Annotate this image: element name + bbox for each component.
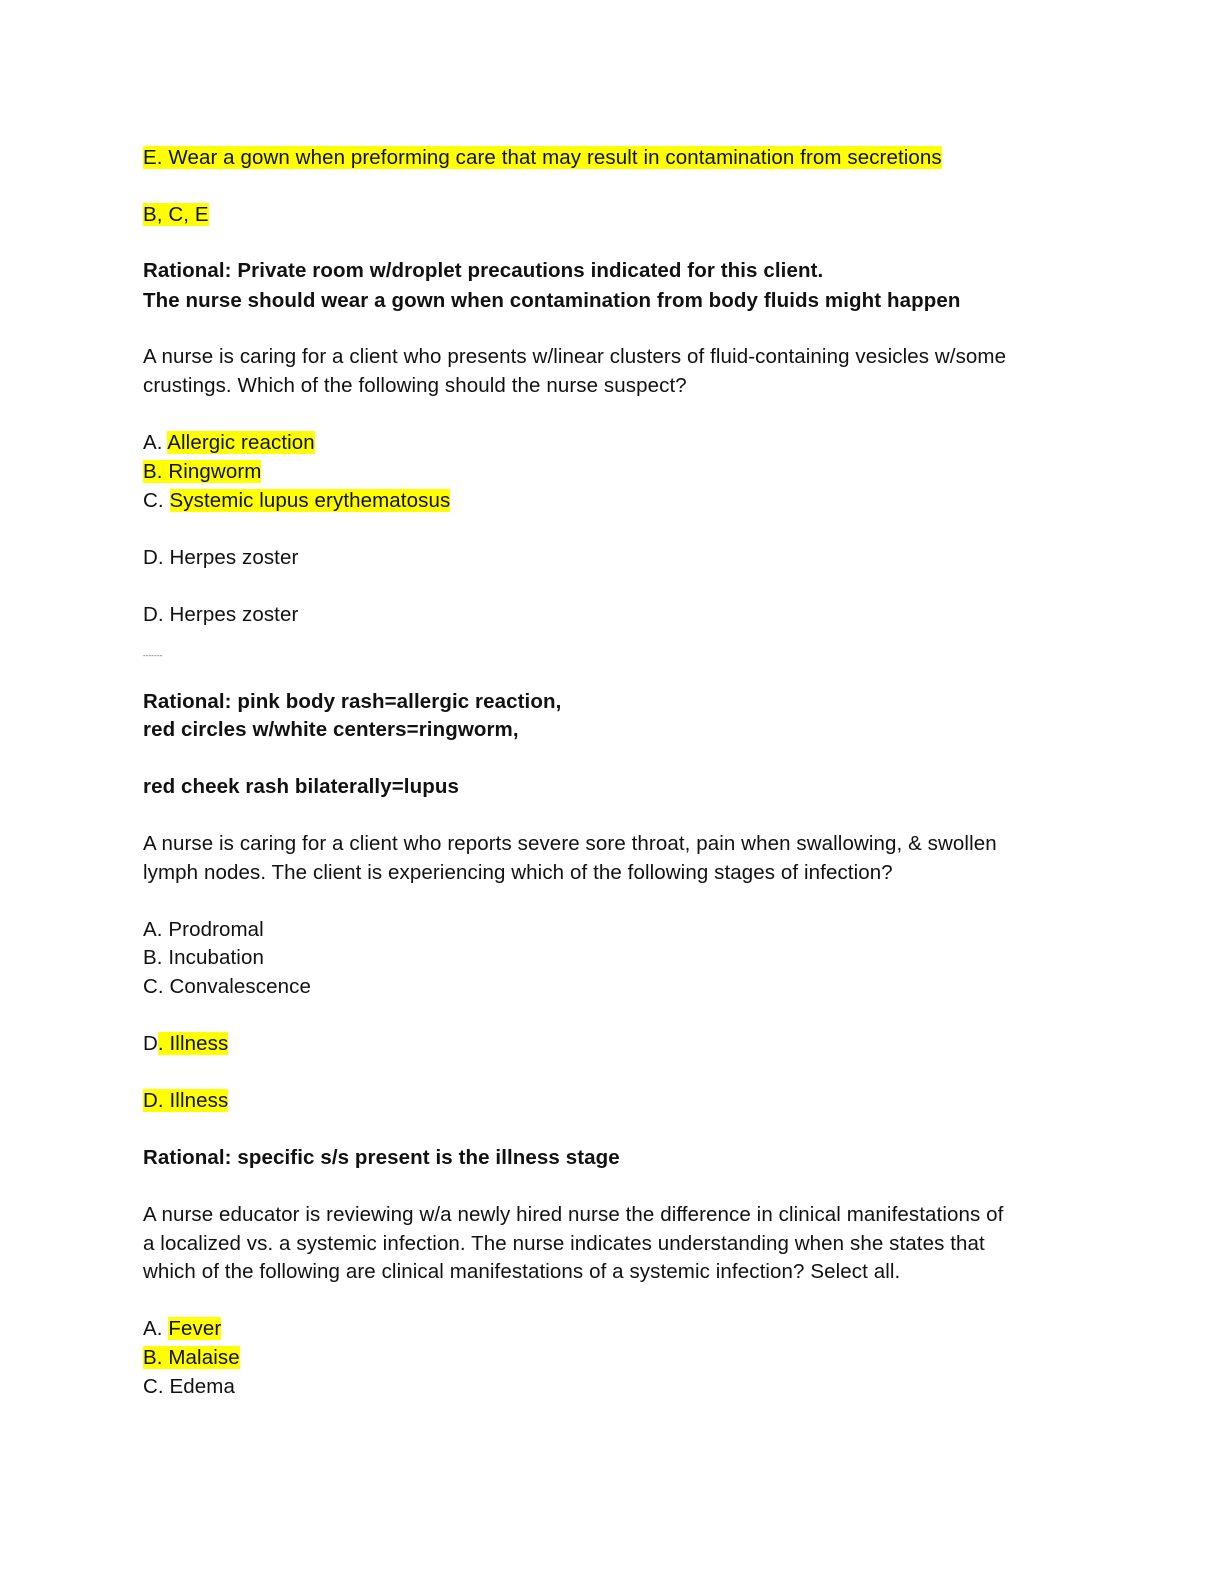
- q2-stem-line1: A nurse is caring for a client who presents w/linear clusters of fluid-containing vesicles w/some: [143, 345, 1007, 368]
- option-prefix: A.: [143, 431, 168, 454]
- q2-option-c: [143, 488, 450, 514]
- q2-option-a: [143, 430, 315, 456]
- q2-answer: D. Herpes zoster: [143, 603, 299, 626]
- highlight: D. Illness: [143, 1089, 229, 1112]
- q4-stem-line3: which of the following are clinical manifestations of a systemic infection? Select all.: [143, 1260, 901, 1283]
- q4-stem-line1: A nurse educator is reviewing w/a newly hired nurse the difference in clinical manifestations of: [143, 1203, 1004, 1226]
- q2-stem-line2: crustings. Which of the following should the nurse suspect?: [143, 374, 687, 397]
- q4-option-a: [143, 1316, 221, 1342]
- option-prefix: A.: [143, 1317, 169, 1340]
- q1-rationale-line2: The nurse should wear a gown when contamination from body fluids might happen: [143, 289, 961, 312]
- highlight: B. Malaise: [143, 1346, 240, 1369]
- q2-rationale-line3: red cheek rash bilaterally=lupus: [143, 775, 459, 798]
- q3-stem-line1: A nurse is caring for a client who reports severe sore throat, pain when swallowing, & swollen: [143, 832, 997, 855]
- q2-option-b: [143, 459, 261, 485]
- option-prefix: C.: [143, 489, 170, 512]
- q2-rationale-line2: red circles w/white centers=ringworm,: [143, 718, 519, 741]
- q3-option-d: [143, 1031, 228, 1057]
- option-prefix: D: [143, 1032, 158, 1055]
- q3-answer: [143, 1088, 228, 1114]
- q1-option-e: [143, 145, 942, 171]
- q3-rationale: Rational: specific s/s present is the illness stage: [143, 1146, 620, 1169]
- q4-option-b: [143, 1345, 240, 1371]
- highlight: Allergic reaction: [167, 431, 315, 454]
- q3-stem-line2: lymph nodes. The client is experiencing which of the following stages of infection?: [143, 861, 893, 884]
- q2-option-d: D. Herpes zoster: [143, 546, 299, 569]
- q3-option-c: C. Convalescence: [143, 975, 311, 998]
- highlight: B, C, E: [143, 203, 209, 226]
- q1-rationale-line1: Rational: Private room w/droplet precautions indicated for this client.: [143, 259, 824, 282]
- q3-option-b: B. Incubation: [143, 946, 264, 969]
- q3-option-a: A. Prodromal: [143, 918, 264, 941]
- q4-stem-line2: a localized vs. a systemic infection. The nurse indicates understanding when she states that: [143, 1232, 985, 1255]
- q2-rationale-line1: Rational: pink body rash=allergic reaction,: [143, 690, 562, 713]
- highlight: B. Ringworm: [143, 460, 262, 483]
- highlight: . Illness: [157, 1032, 229, 1055]
- highlight: Systemic lupus erythematosus: [169, 489, 451, 512]
- q4-option-c: C. Edema: [143, 1375, 235, 1398]
- highlight: Fever: [168, 1317, 222, 1340]
- highlight: E. Wear a gown when preforming care that may result in contamination from secretions: [143, 146, 942, 169]
- separator: -------: [143, 651, 163, 660]
- q1-answer: [143, 202, 209, 228]
